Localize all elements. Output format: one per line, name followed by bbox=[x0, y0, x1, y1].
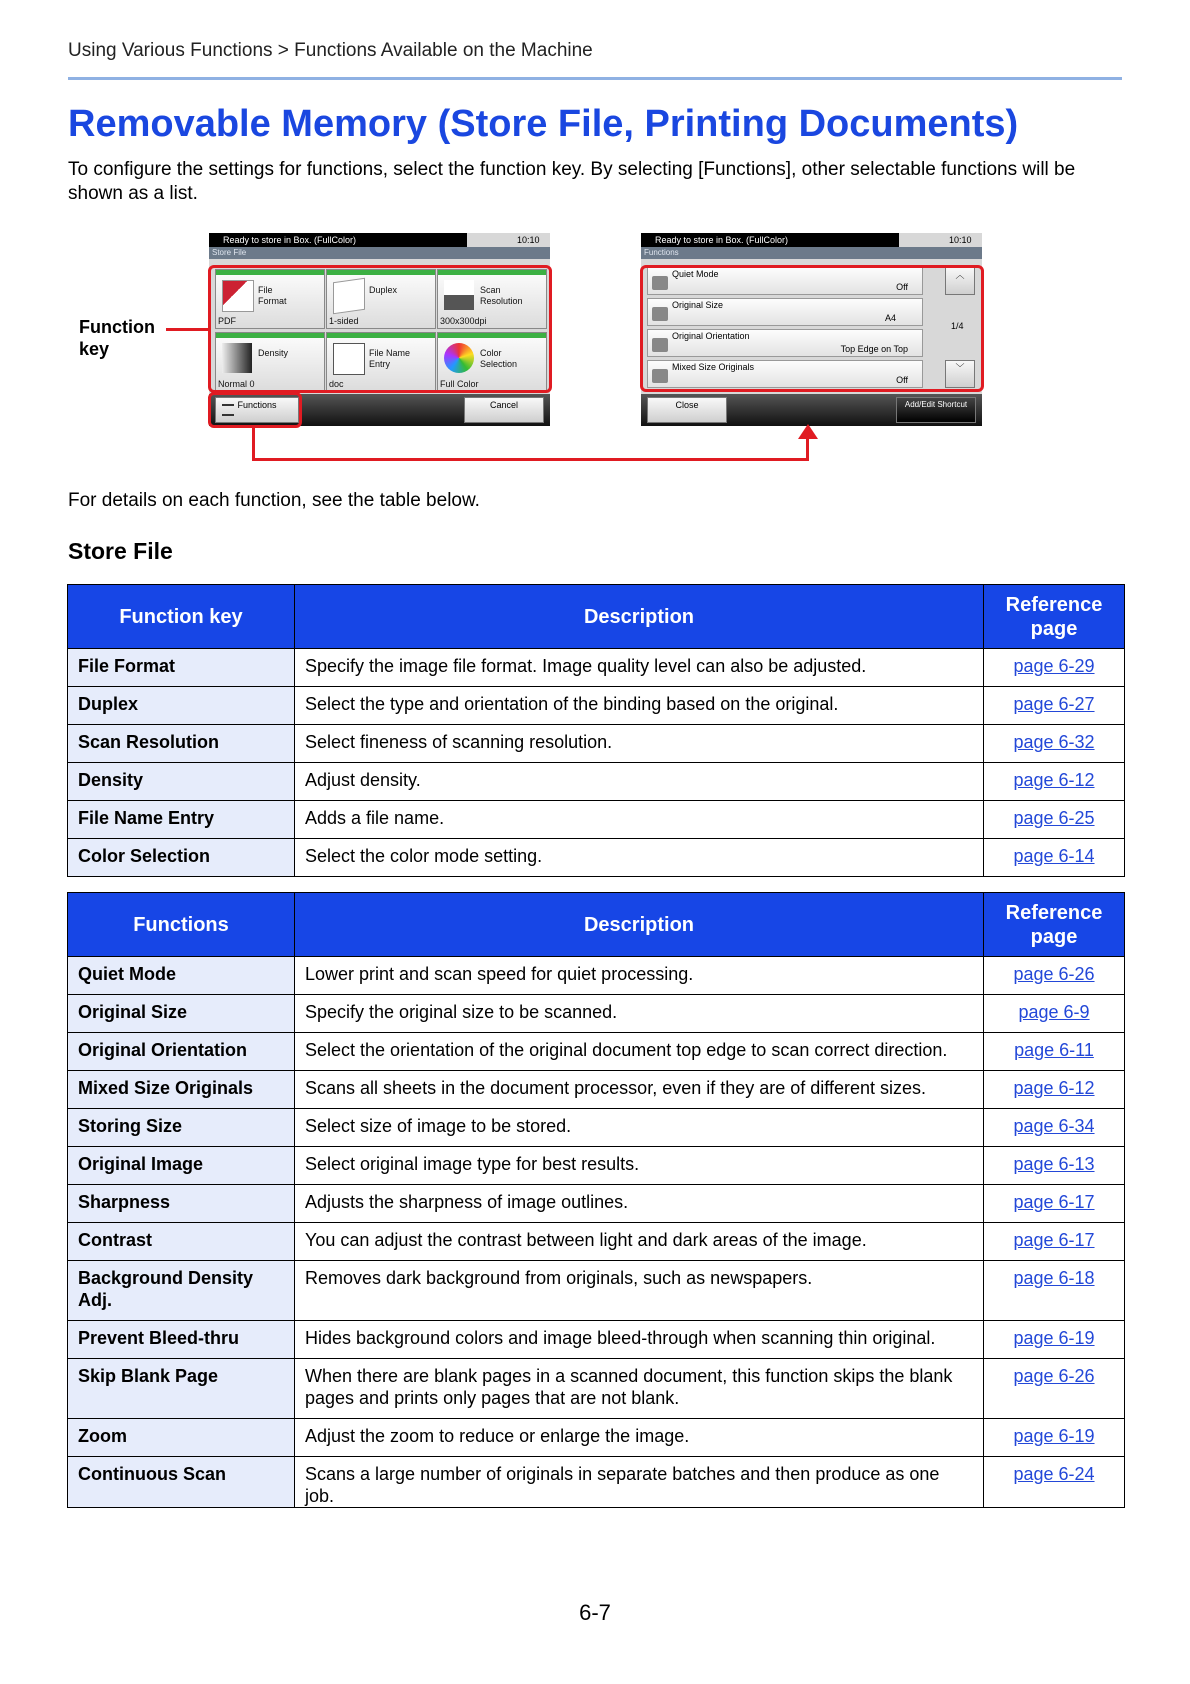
function-key-cell: Quiet Mode bbox=[68, 957, 295, 995]
section-title: Store File bbox=[68, 538, 173, 564]
row-value: A4 bbox=[884, 313, 896, 323]
chevron-down-icon: ﹀ bbox=[955, 363, 965, 373]
description-cell: Select the type and orientation of the binding based on the original. bbox=[295, 687, 984, 725]
reference-cell bbox=[984, 1457, 1125, 1508]
status-bar bbox=[209, 233, 467, 247]
clock: 10:10 bbox=[949, 235, 972, 245]
description-cell: When there are blank pages in a scanned document, this function skips the blank pages and prints only pages that are not blank. bbox=[295, 1359, 984, 1419]
arrow-line-across bbox=[252, 458, 809, 461]
reference-cell bbox=[984, 725, 1125, 763]
reference-link[interactable]: page 6-27 bbox=[1013, 694, 1095, 714]
function-key-cell: Density bbox=[68, 763, 295, 801]
reference-link[interactable]: page 6-13 bbox=[1013, 1154, 1095, 1174]
reference-cell bbox=[984, 1321, 1125, 1359]
function-keys-highlight bbox=[208, 265, 552, 393]
function-key-cell: Sharpness bbox=[68, 1185, 295, 1223]
col-header-reference-page: Reference page bbox=[984, 893, 1125, 957]
page-title: Removable Memory (Store File, Printing Documents) bbox=[68, 103, 1019, 145]
function-key-callout bbox=[79, 316, 163, 360]
tile-value: Normal 0 bbox=[218, 379, 255, 389]
breadcrumb: Using Various Functions > Functions Available on the Machine bbox=[68, 40, 593, 61]
reference-link[interactable]: page 6-11 bbox=[1014, 1040, 1094, 1060]
header-rule bbox=[68, 77, 1122, 80]
reference-cell bbox=[984, 1109, 1125, 1147]
tile-label: Color Selection bbox=[480, 348, 518, 369]
reference-cell bbox=[984, 687, 1125, 725]
table-row bbox=[68, 1419, 1125, 1457]
reference-link[interactable]: page 6-25 bbox=[1013, 808, 1095, 828]
tile-label: Scan Resolution bbox=[480, 285, 523, 306]
function-key-cell: Storing Size bbox=[68, 1109, 295, 1147]
tile-label: File Name Entry bbox=[369, 348, 411, 369]
row-value: Off bbox=[896, 375, 908, 385]
add-edit-shortcut-button[interactable] bbox=[896, 397, 976, 423]
cancel-button-label: Cancel bbox=[489, 400, 518, 410]
table-row bbox=[68, 649, 1125, 687]
add-edit-shortcut-label: Add/Edit Shortcut bbox=[904, 400, 968, 409]
description-cell: Select fineness of scanning resolution. bbox=[295, 725, 984, 763]
reference-cell bbox=[984, 1071, 1125, 1109]
function-key-cell: Skip Blank Page bbox=[68, 1359, 295, 1419]
cancel-button[interactable] bbox=[464, 397, 544, 423]
row-value: Top Edge on Top bbox=[840, 344, 908, 354]
description-cell: Adjusts the sharpness of image outlines. bbox=[295, 1185, 984, 1223]
chevron-up-icon: ︿ bbox=[955, 270, 965, 280]
reference-cell bbox=[984, 1261, 1125, 1321]
description-cell: Scans a large number of originals in separate batches and then produce as one job. bbox=[295, 1457, 984, 1508]
description-cell: Lower print and scan speed for quiet processing. bbox=[295, 957, 984, 995]
table-row bbox=[68, 1071, 1125, 1109]
callout-line bbox=[166, 328, 210, 331]
status-text: Ready to store in Box. (FullColor) bbox=[655, 235, 789, 245]
function-key-cell: File Format bbox=[68, 649, 295, 687]
reference-link[interactable]: page 6-12 bbox=[1013, 1078, 1095, 1098]
function-key-cell: Prevent Bleed-thru bbox=[68, 1321, 295, 1359]
description-cell: Adjust density. bbox=[295, 763, 984, 801]
reference-cell bbox=[984, 957, 1125, 995]
table-row bbox=[68, 1109, 1125, 1147]
functions-button-highlight bbox=[208, 392, 302, 428]
reference-cell bbox=[984, 801, 1125, 839]
row-label: Original Size bbox=[672, 300, 724, 310]
reference-cell bbox=[984, 1185, 1125, 1223]
function-key-cell: Scan Resolution bbox=[68, 725, 295, 763]
table-header-row bbox=[68, 585, 1125, 649]
table-header-row bbox=[68, 893, 1125, 957]
description-cell: Specify the image file format. Image quality level can also be adjusted. bbox=[295, 649, 984, 687]
function-key-cell: Original Image bbox=[68, 1147, 295, 1185]
reference-link[interactable]: page 6-14 bbox=[1013, 846, 1095, 866]
status-bar bbox=[641, 233, 899, 247]
col-header-functions: Functions bbox=[68, 893, 295, 957]
col-header-description: Description bbox=[295, 585, 984, 649]
intro-text: To configure the settings for functions, select the function key. By selecting [Functions], other selectable functions will be shown as a list. bbox=[68, 159, 1076, 204]
arrow-up-icon bbox=[798, 424, 818, 439]
function-key-cell: Continuous Scan bbox=[68, 1457, 295, 1508]
function-key-cell: Original Orientation bbox=[68, 1033, 295, 1071]
description-cell: Specify the original size to be scanned. bbox=[295, 995, 984, 1033]
reference-cell bbox=[984, 995, 1125, 1033]
row-label: Original Orientation bbox=[672, 331, 750, 341]
row-value: Off bbox=[896, 282, 908, 292]
tile-value: doc bbox=[329, 379, 344, 389]
col-header-function-key: Function key bbox=[68, 585, 295, 649]
reference-cell bbox=[984, 839, 1125, 877]
table-row bbox=[68, 1359, 1125, 1419]
reference-cell bbox=[984, 649, 1125, 687]
tile-value: 1-sided bbox=[329, 316, 359, 326]
description-cell: Scans all sheets in the document processor, even if they are of different sizes. bbox=[295, 1071, 984, 1109]
col-header-reference-page: Reference page bbox=[984, 585, 1125, 649]
row-label: Mixed Size Originals bbox=[672, 362, 755, 372]
description-cell: Adjust the zoom to reduce or enlarge the image. bbox=[295, 1419, 984, 1457]
function-key-cell: Contrast bbox=[68, 1223, 295, 1261]
description-cell: Select the orientation of the original document top edge to scan correct direction. bbox=[295, 1033, 984, 1071]
table-row bbox=[68, 1321, 1125, 1359]
page-indicator: 1/4 bbox=[951, 321, 964, 331]
arrow-line-down bbox=[252, 428, 255, 461]
reference-cell bbox=[984, 1033, 1125, 1071]
reference-cell bbox=[984, 1359, 1125, 1419]
description-cell: Adds a file name. bbox=[295, 801, 984, 839]
description-cell: Hides background colors and image bleed-through when scanning thin original. bbox=[295, 1321, 984, 1359]
functions-button-label: Functions bbox=[237, 400, 277, 410]
function-key-cell: Mixed Size Originals bbox=[68, 1071, 295, 1109]
description-cell: Select original image type for best results. bbox=[295, 1147, 984, 1185]
description-cell: You can adjust the contrast between light and dark areas of the image. bbox=[295, 1223, 984, 1261]
reference-link[interactable]: page 6-17 bbox=[1013, 1192, 1095, 1212]
reference-link[interactable]: page 6-26 bbox=[1013, 964, 1095, 984]
col-header-description: Description bbox=[295, 893, 984, 957]
description-cell: Removes dark background from originals, such as newspapers. bbox=[295, 1261, 984, 1321]
function-key-cell: Duplex bbox=[68, 687, 295, 725]
table-row bbox=[68, 1261, 1125, 1321]
table-row bbox=[68, 1033, 1125, 1071]
reference-cell bbox=[984, 763, 1125, 801]
status-text: Ready to store in Box. (FullColor) bbox=[223, 235, 357, 245]
description-cell: Select the color mode setting. bbox=[295, 839, 984, 877]
reference-link[interactable]: page 6-18 bbox=[1013, 1268, 1095, 1288]
screen-subtitle: Store File bbox=[209, 247, 550, 259]
reference-link[interactable]: page 6-24 bbox=[1013, 1464, 1095, 1484]
table-row bbox=[68, 957, 1125, 995]
table-row bbox=[68, 725, 1125, 763]
reference-link[interactable]: page 6-12 bbox=[1013, 770, 1095, 790]
reference-link[interactable]: page 6-19 bbox=[1013, 1426, 1095, 1446]
reference-link[interactable]: page 6-19 bbox=[1013, 1328, 1095, 1348]
tile-value: 300x300dpi bbox=[440, 316, 487, 326]
table-row bbox=[68, 1223, 1125, 1261]
close-button[interactable] bbox=[647, 397, 727, 423]
details-text: For details on each function, see the table below. bbox=[68, 490, 480, 511]
table-row bbox=[68, 801, 1125, 839]
close-button-label: Close bbox=[675, 400, 699, 410]
reference-link[interactable]: page 6-34 bbox=[1013, 1116, 1095, 1136]
function-key-cell: Original Size bbox=[68, 995, 295, 1033]
table-row bbox=[68, 763, 1125, 801]
arrow-line-up bbox=[806, 438, 809, 461]
function-key-cell: Color Selection bbox=[68, 839, 295, 877]
tile-label: File Format bbox=[258, 285, 287, 306]
store-file-table bbox=[67, 584, 1125, 877]
reference-link[interactable]: page 6-32 bbox=[1013, 732, 1095, 752]
function-key-cell: Zoom bbox=[68, 1419, 295, 1457]
tile-label: Duplex bbox=[369, 285, 398, 295]
table-row bbox=[68, 1185, 1125, 1223]
functions-list-highlight bbox=[640, 265, 984, 392]
reference-cell bbox=[984, 1223, 1125, 1261]
table-row bbox=[68, 995, 1125, 1033]
reference-link[interactable]: page 6-26 bbox=[1013, 1366, 1095, 1386]
tile-value: PDF bbox=[218, 316, 236, 326]
function-key-cell: File Name Entry bbox=[68, 801, 295, 839]
table-row bbox=[68, 1457, 1125, 1508]
row-label: Quiet Mode bbox=[672, 269, 719, 279]
table-row bbox=[68, 839, 1125, 877]
reference-cell bbox=[984, 1419, 1125, 1457]
function-key-cell: Background Density Adj. bbox=[68, 1261, 295, 1321]
tile-value: Full Color bbox=[440, 379, 479, 389]
clock: 10:10 bbox=[517, 235, 540, 245]
reference-link[interactable]: page 6-29 bbox=[1013, 656, 1095, 676]
callout-label: Function key bbox=[79, 317, 155, 359]
table-row bbox=[68, 1147, 1125, 1185]
screen-subtitle: Functions bbox=[641, 247, 982, 259]
description-cell: Select size of image to be stored. bbox=[295, 1109, 984, 1147]
functions-table bbox=[67, 892, 1125, 1508]
page-number: 6-7 bbox=[579, 1600, 611, 1625]
table-row bbox=[68, 687, 1125, 725]
tile-label: Density bbox=[258, 348, 289, 358]
reference-cell bbox=[984, 1147, 1125, 1185]
reference-link[interactable]: page 6-9 bbox=[1018, 1002, 1090, 1022]
reference-link[interactable]: page 6-17 bbox=[1013, 1230, 1095, 1250]
